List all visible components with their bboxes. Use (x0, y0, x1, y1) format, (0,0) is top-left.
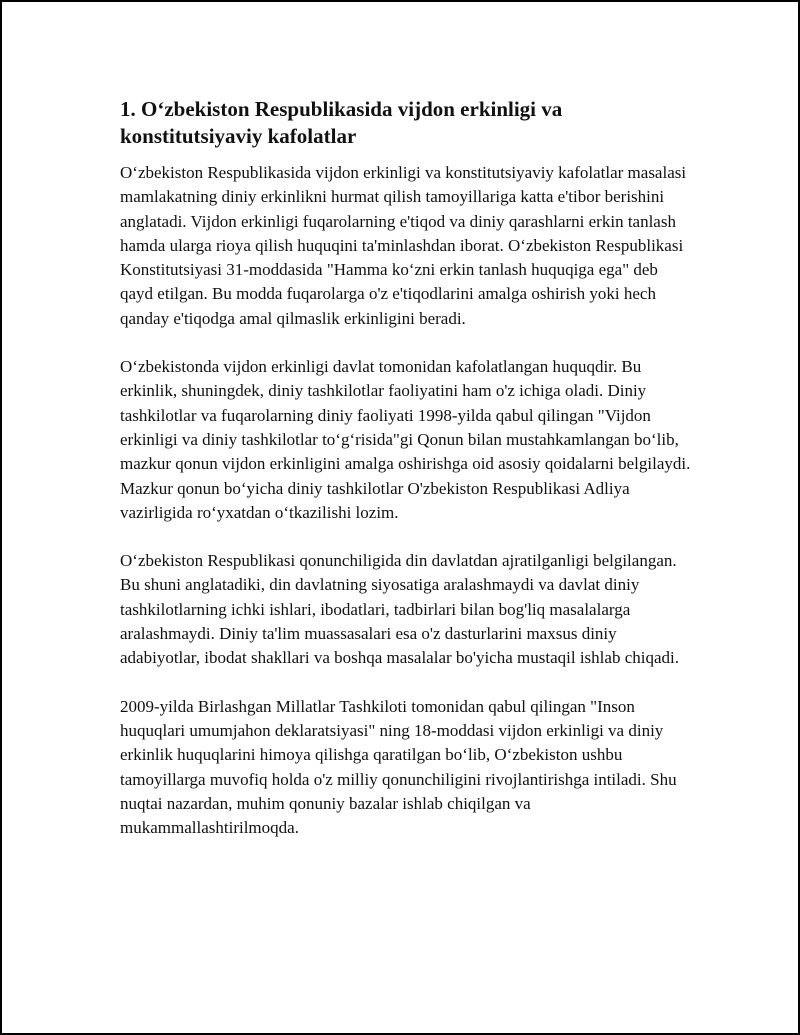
section-heading: 1. O‘zbekiston Respublikasida vijdon erkinligi va konstitutsiyaviy kafolatlar (120, 97, 563, 148)
paragraph-4: 2009-yilda Birlashgan Millatlar Tashkiloti tomonidan qabul qilingan "Inson huquqlari umumjahon deklaratsiyasi" ning 18-moddasi vijdon erkinligi va diniy erkinlik huquqlarini himoya qilishga qaratilgan bo‘lib, O‘zbekiston ushbu tamoyillarga muvofiq holda o'z milliy qonunchiligini rivojlantirishga intiladi. Shu nuqtai nazardan, muhim qonuniy bazalar ishlab chiqilgan va mukammallashtirilmoqda. (120, 696, 677, 838)
paragraph-3: O‘zbekiston Respublikasi qonunchiligida din davlatdan ajratilganligi belgilangan. Bu shuni anglatadiki, din davlatning siyosatiga aralashmaydi va davlat diniy tashkilotlarning ichki ishlari, ibodatlari, tadbirlari bilan bog'liq masalalarga aralashmaydi. Diniy ta'lim muassasalari esa o'z dasturlarini maxsus diniy adabiyotlar, ibodat shakllari va boshqa masalalar bo'yicha mustaqil ishlab chiqadi. (120, 551, 679, 668)
paragraph-2: O‘zbekistonda vijdon erkinligi davlat tomonidan kafolatlangan huquqdir. Bu erkinlik, shuningdek, diniy tashkilotlar faoliyatini ham o'z ichiga oladi. Diniy tashkilotlar va fuqarolarning diniy faoliyati 1998-yilda qabul qilingan "Vijdon erkinligi va diniy tashkilotlar to‘g‘risida"gi Qonun bilan mustahkamlangan bo‘lib, mazkur qonun vijdon erkinligini amalga oshirishga oid asosiy qoidalarni belgilaydi. Mazkur qonun bo‘yicha diniy tashkilotlar O'zbekiston Respublikasi Adliya vazirligida ro‘yxatdan o‘tkazilishi lozim. (120, 357, 691, 522)
paragraph-1: O‘zbekiston Respublikasida vijdon erkinligi va konstitutsiyaviy kafolatlar masalasi mamlakatning diniy erkinlikni hurmat qilish tamoyillariga katta e'tibor berishini anglatadi. Vijdon erkinligi fuqarolarning e'tiqod va diniy qarashlarni erkin tanlash hamda ularga rioya qilish huquqini ta'minlashdan iborat. O‘zbekiston Respublikasi Konstitutsiyasi 31-moddasida "Hamma ko‘zni erkin tanlash huquqiga ega" deb qayd etilgan. Bu modda fuqarolarga o'z e'tiqodlarini amalga oshirish yoki hech qanday e'tiqodga amal qilmaslik erkinligini beradi. (120, 163, 687, 328)
document-body (120, 96, 695, 864)
